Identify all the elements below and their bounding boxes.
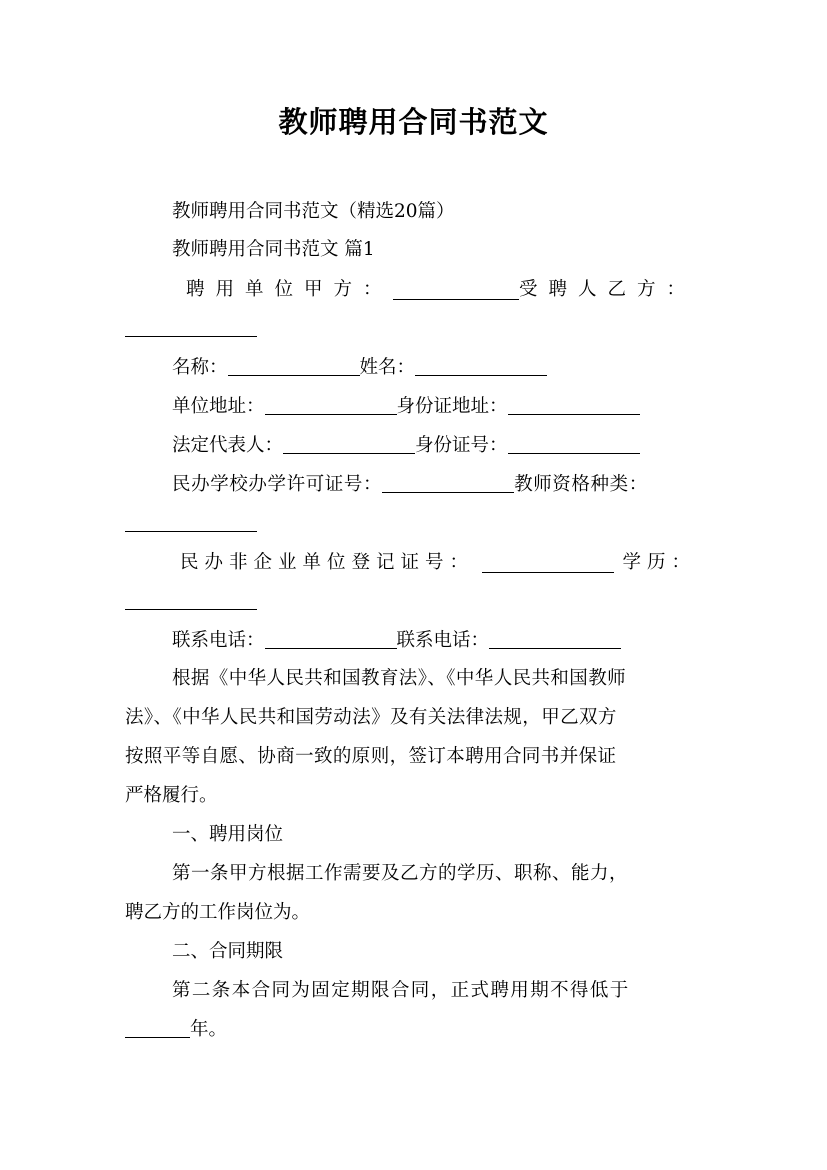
name-blank xyxy=(228,357,360,376)
phone2-label: 联系电话： xyxy=(396,630,490,651)
unit-address-label: 单位地址： xyxy=(172,396,265,417)
employer-blank xyxy=(393,281,519,300)
intro-line-4: 严格履行。 xyxy=(125,785,218,806)
address-row xyxy=(172,394,640,420)
employee-blank xyxy=(125,318,257,337)
section1-heading: 一、聘用岗位 xyxy=(172,824,284,845)
registration-row-continued xyxy=(125,589,257,615)
person-name-label: 姓名： xyxy=(359,357,416,378)
intro-line-3: 按照平等自愿、协商一致的原则，签订本聘用合同书并保证 xyxy=(125,746,617,767)
education-blank xyxy=(125,591,257,610)
employee-label: 受聘人乙方： xyxy=(518,279,696,300)
legal-rep-row xyxy=(172,433,640,459)
intro-line-1: 根据《中华人民共和国教育法》、《中华人民共和国教师 xyxy=(172,668,627,689)
phone1-label: 联系电话： xyxy=(172,630,265,651)
legal-rep-label: 法定代表人： xyxy=(172,435,284,456)
phone-row xyxy=(172,628,621,654)
party-line xyxy=(186,277,696,303)
person-name-blank xyxy=(415,357,547,376)
phone2-blank xyxy=(489,630,621,649)
party-line-continued xyxy=(125,316,257,342)
nonprofit-reg-label: 民办非企业单位登记证号： xyxy=(180,552,475,573)
id-address-blank xyxy=(508,396,640,415)
school-license-blank xyxy=(382,474,514,493)
employer-label: 聘用单位甲方： xyxy=(186,279,393,300)
school-license-label: 民办学校办学许可证号： xyxy=(172,474,383,495)
document-title: 教师聘用合同书范文 xyxy=(278,105,549,139)
license-row-continued xyxy=(125,511,257,537)
nonprofit-reg-blank xyxy=(482,554,614,573)
id-address-label: 身份证地址： xyxy=(396,396,508,417)
section2-line-1: 第二条本合同为固定期限合同，正式聘用期不得低于 xyxy=(172,980,630,1001)
section-heading: 教师聘用合同书范文 篇1 xyxy=(172,239,375,260)
intro-line-2: 法》、《中华人民共和国劳动法》及有关法律法规，甲乙双方 xyxy=(125,707,617,728)
phone1-blank xyxy=(265,630,397,649)
section2-line-2 xyxy=(125,1017,227,1043)
name-row xyxy=(172,355,547,381)
teacher-qualification-blank xyxy=(125,513,257,532)
education-label: 学历： xyxy=(622,552,696,573)
document-subtitle: 教师聘用合同书范文（精选20篇） xyxy=(172,201,455,222)
years-blank xyxy=(125,1019,190,1038)
id-number-blank xyxy=(508,435,640,454)
name-label: 名称： xyxy=(172,357,228,378)
section1-line-2: 聘乙方的工作岗位为。 xyxy=(125,902,311,923)
registration-row xyxy=(180,550,696,576)
license-row xyxy=(172,472,648,498)
section1-line-1: 第一条甲方根据工作需要及乙方的学历、职称、能力， xyxy=(172,863,629,884)
id-number-label: 身份证号： xyxy=(415,435,508,456)
legal-rep-blank xyxy=(283,435,415,454)
teacher-qualification-label: 教师资格种类： xyxy=(514,474,648,495)
section2-heading: 二、合同期限 xyxy=(172,941,284,962)
years-suffix: 年。 xyxy=(190,1019,228,1040)
unit-address-blank xyxy=(265,396,397,415)
